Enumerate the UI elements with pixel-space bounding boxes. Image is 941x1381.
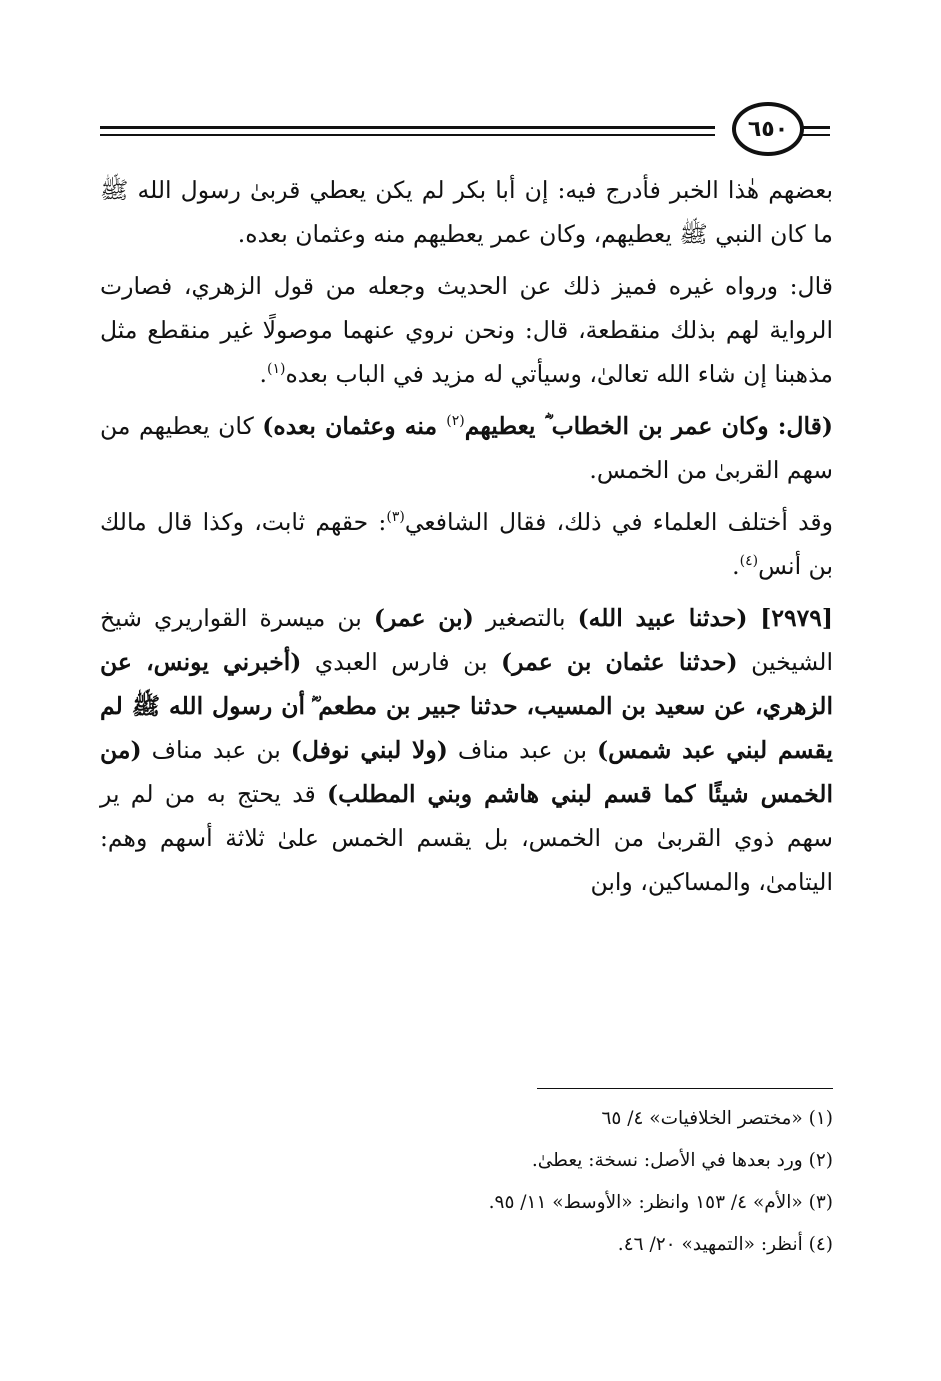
footnote-ref: (١) (267, 361, 286, 378)
text-run: . (259, 360, 268, 388)
bold-text: (بن عمر) (373, 604, 474, 632)
footnotes (133, 1098, 833, 1266)
paragraph (100, 264, 833, 396)
bold-text: [٢٩٧٩] (حدثنا عبيد الله) (577, 604, 833, 632)
footnote-3: (٣) «الأم» ٤/ ١٥٣ وانظر: «الأوسط» ١١/ ٩٥. (488, 1192, 833, 1213)
text-run: بن فارس العبدي (301, 648, 502, 676)
text-run: بالتصغير (473, 604, 578, 632)
bold-text: (من الخمس شيئًا كما قسم لبني هاشم وبني المطلب) (100, 736, 833, 808)
text-run: بن ميسرة القواريري شيخ الشيخين (100, 604, 833, 676)
footnote-ref: (٢) (446, 413, 465, 430)
header-rule-bottom (100, 134, 715, 136)
header-rule-right-bottom (800, 134, 830, 136)
header-rule-right-top (800, 126, 830, 129)
text-run: : حقهم ثابت، وكذا قال مالك بن أنس (100, 508, 833, 580)
text-run: بن عبد مناف (141, 736, 291, 764)
footnote-4: (٤) أنظر: «التمهيد» ٢٠/ ٤٦. (617, 1234, 833, 1255)
footnote-ref: (٣) (386, 509, 405, 526)
text-run: بعضهم هٰذا الخبر فأدرج فيه: إن أبا بكر لم يكن يعطي قربىٰ رسول الله ﷺ ما كان النبي ﷺ يعطيهم، وكان عمر يعطيهم منه وعثمان بعده. (100, 176, 833, 248)
footnote-1: (١) «مختصر الخلافيات» ٤/ ٦٥ (601, 1108, 833, 1129)
footnote-separator (537, 1088, 833, 1089)
footnote-2: (٢) ورد بعدها في الأصل: نسخة: يعطىٰ. (531, 1150, 833, 1171)
text-run: . (732, 552, 740, 580)
paragraph (100, 500, 833, 588)
paragraph (100, 596, 833, 904)
bold-text: (قال: وكان عمر بن الخطاب ؓ يعطيهم (464, 412, 834, 440)
text-run: قال: ورواه غيره فميز ذلك عن الحديث وجعله من قول الزهري، فصارت الرواية لهم بذلك منقطعة، قال: ونحن نروي عنهما موصولًا غير منقطع مثل مذهبنا إن شاء الله تعالىٰ، وسيأتي له مزيد في الباب بعده (100, 272, 833, 388)
paragraph (100, 404, 833, 492)
footnote-ref: (٤) (739, 553, 759, 570)
main-text (100, 168, 833, 910)
bold-text: منه وعثمان بعده) (262, 412, 447, 440)
text-run: بن عبد مناف (447, 736, 598, 764)
text-run: قد يحتج به من لم ير سهم ذوي القربىٰ من الخمس، بل يقسم الخمس علىٰ ثلاثة أسهم وهم: اليتامىٰ، والمساكين، وابن (100, 780, 833, 896)
paragraph (100, 168, 833, 256)
text-run: وقد أختلف العلماء في ذلك، فقال الشافعي (404, 508, 833, 536)
text-run: كان يعطيهم من سهم القربىٰ من الخمس. (100, 412, 833, 484)
bold-text: (أخبرني يونس، عن الزهري، عن سعيد بن المسيب، حدثنا جبير بن مطعم ؓ أن رسول الله ﷺ لم يقسم لبني عبد شمس) (100, 648, 833, 764)
header-rule-top (100, 126, 715, 129)
bold-text: (ولا لبني نوفل) (290, 736, 448, 764)
bold-text: (حدثنا عثمان بن عمر) (501, 648, 738, 676)
page-header (100, 100, 830, 160)
page-number: ٦٥٠ (732, 102, 804, 156)
